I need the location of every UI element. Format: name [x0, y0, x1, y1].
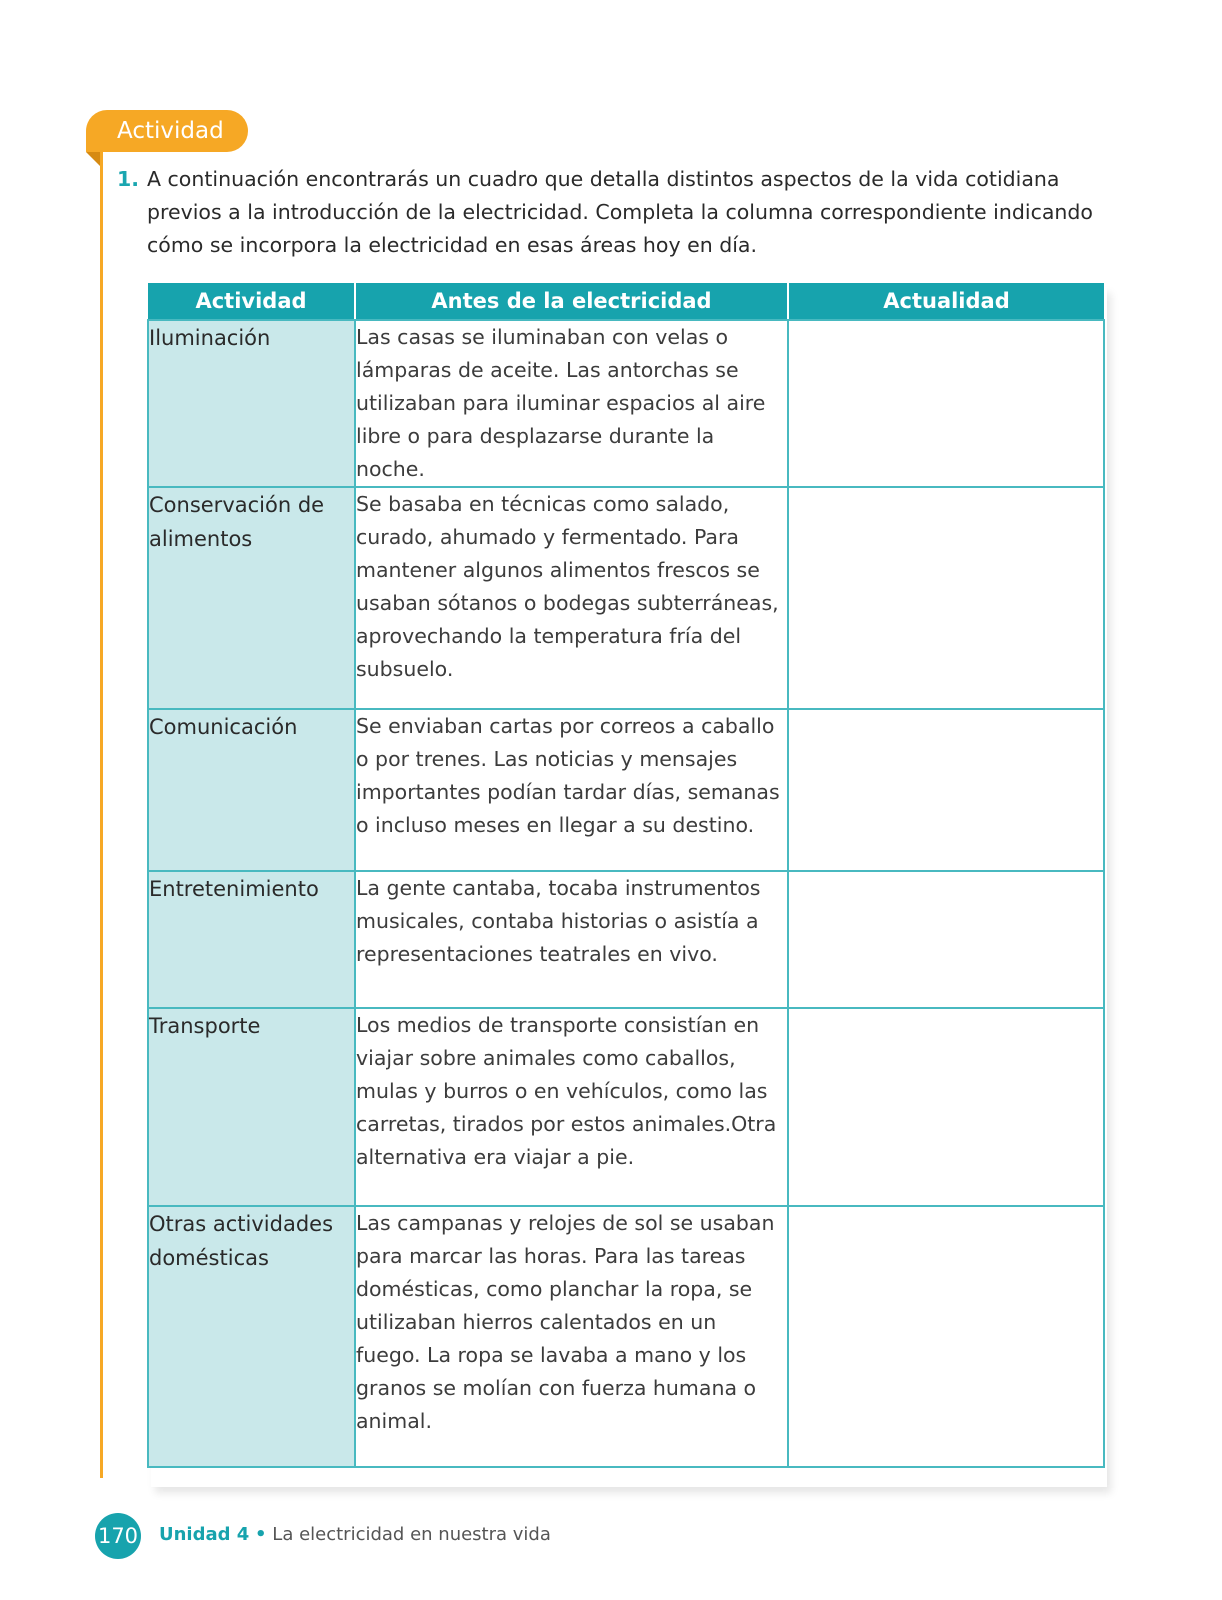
table-row	[148, 487, 1104, 709]
activity-cell: Conservación de alimentos	[148, 487, 355, 709]
activity-side-line	[100, 152, 103, 1478]
activity-cell: Iluminación	[148, 320, 355, 487]
footer-unit-title: La electricidad en nuestra vida	[272, 1524, 551, 1545]
footer-separator: •	[255, 1524, 267, 1545]
header-activity: Actividad	[148, 283, 355, 320]
header-now: Actualidad	[788, 283, 1104, 320]
before-cell: La gente cantaba, tocaba instrumentos musicales, contaba historias o asistía a representaciones teatrales en vivo.	[355, 871, 788, 1008]
activity-tab-notch	[86, 152, 100, 166]
before-cell: Las campanas y relojes de sol se usaban para marcar las horas. Para las tareas domésticas, como planchar la ropa, se utilizaban hierros calentados en un fuego. La ropa se lavaba a mano y los granos se molían con fuerza humana o animal.	[355, 1206, 788, 1467]
activity-cell: Comunicación	[148, 709, 355, 871]
table-row	[148, 871, 1104, 1008]
activity-cell: Transporte	[148, 1008, 355, 1206]
now-answer-cell[interactable]	[788, 487, 1104, 709]
table-row	[148, 1206, 1104, 1467]
page-number-badge	[95, 1513, 141, 1559]
now-answer-cell[interactable]	[788, 871, 1104, 1008]
table-header-row	[148, 283, 1104, 320]
instruction-number: 1.	[117, 167, 140, 191]
footer	[159, 1524, 551, 1545]
before-cell: Se enviaban cartas por correos a caballo o por trenes. Las noticias y mensajes importantes podían tardar días, semanas o incluso meses en llegar a su destino.	[355, 709, 788, 871]
instruction-text: A continuación encontrarás un cuadro que detalla distintos aspectos de la vida cotidiana previos a la introducción de la electricidad. Completa la columna correspondiente indicando cómo se incorpora la electricidad en esas áreas hoy en día.	[147, 167, 1093, 257]
page-number: 170	[97, 1524, 139, 1548]
instruction	[117, 163, 1107, 262]
footer-unit: Unidad 4	[159, 1524, 250, 1545]
activity-cell: Otras actividades domésticas	[148, 1206, 355, 1467]
activity-tab	[86, 110, 248, 152]
now-answer-cell[interactable]	[788, 1008, 1104, 1206]
activity-tab-label: Actividad	[117, 118, 224, 144]
activity-cell: Entretenimiento	[148, 871, 355, 1008]
before-cell: Se basaba en técnicas como salado, curado, ahumado y fermentado. Para mantener algunos alimentos frescos se usaban sótanos o bodegas subterráneas, aprovechando la temperatura fría del subsuelo.	[355, 487, 788, 709]
now-answer-cell[interactable]	[788, 1206, 1104, 1467]
table-row	[148, 320, 1104, 487]
table-row	[148, 1008, 1104, 1206]
before-cell: Las casas se iluminaban con velas o lámparas de aceite. Las antorchas se utilizaban para iluminar espacios al aire libre o para desplazarse durante la noche.	[355, 320, 788, 487]
before-cell: Los medios de transporte consistían en viajar sobre animales como caballos, mulas y burros o en vehículos, como las carretas, tirados por estos animales.Otra alternativa era viajar a pie.	[355, 1008, 788, 1206]
header-before: Antes de la electricidad	[355, 283, 788, 320]
table-row	[148, 709, 1104, 871]
comparison-table	[147, 283, 1105, 1468]
now-answer-cell[interactable]	[788, 320, 1104, 487]
now-answer-cell[interactable]	[788, 709, 1104, 871]
